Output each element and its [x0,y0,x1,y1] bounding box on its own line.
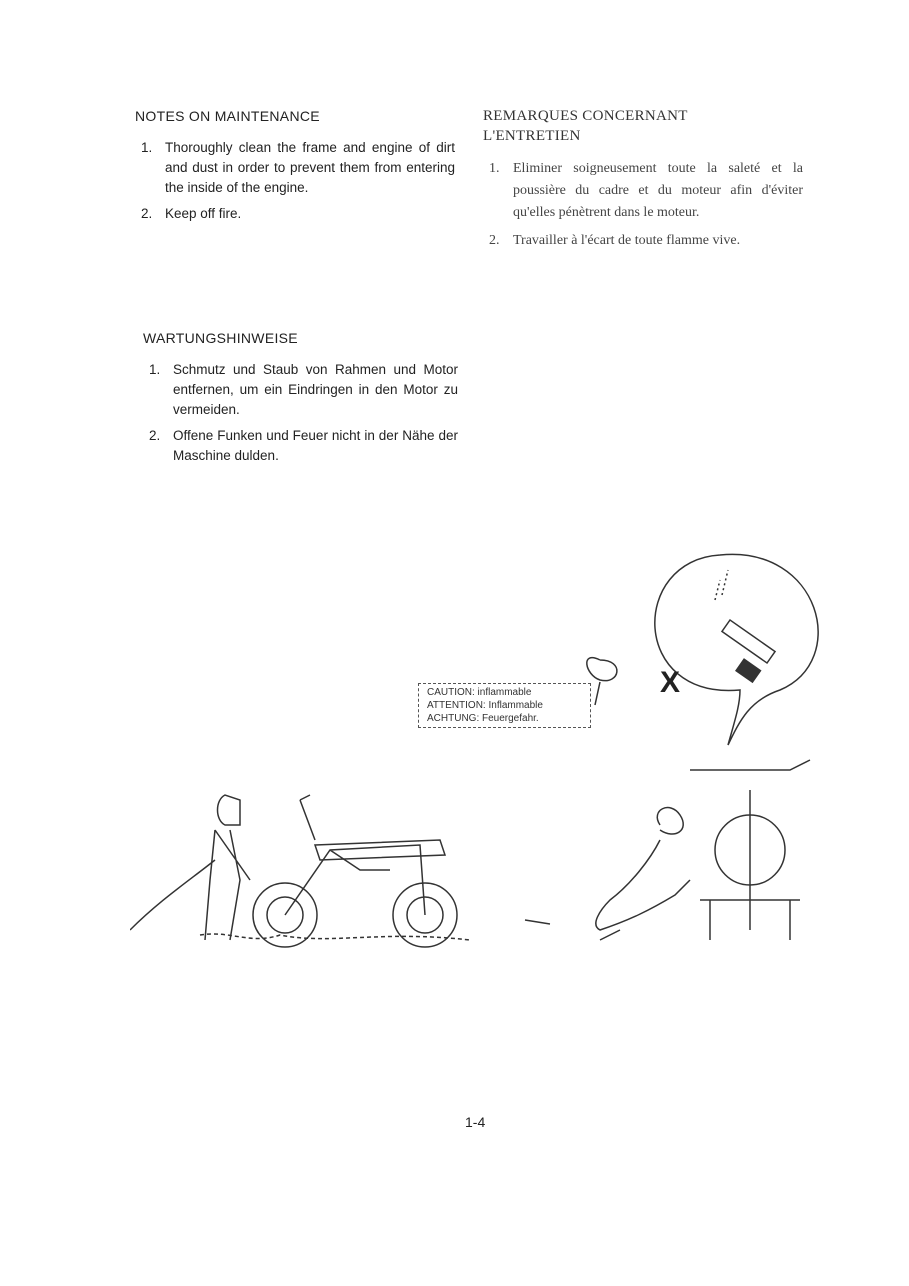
cigarette-icon [715,570,775,682]
list-item: 1. Thoroughly clean the frame and engine of dirt and dust in order to prevent them from entering the inside of the engine. [141,140,455,195]
list-item: 1. Schmutz und Staub von Rahmen und Motor entfernen, um ein Eindringen in den Motor zu vermeiden. [149,362,458,417]
no-smoking-x-icon: X [660,666,681,699]
french-heading-2: L'ENTRETIEN [483,128,581,144]
page-number: 1-4 [465,1114,486,1130]
german-section [143,330,458,472]
french-heading-1: REMARQUES CONCERNANT [483,108,688,124]
sign-figure [587,658,617,705]
thought-bubble [655,554,818,745]
english-section [135,108,455,230]
list-item: 2. Travailler à l'écart de toute flamme vive. [489,233,741,248]
english-heading: NOTES ON MAINTENANCE [135,108,320,124]
list-item: 2. Offene Funken und Feuer nicht in der Nähe der Maschine dulden. [149,428,458,463]
caution-sign: CAUTION: inflammable ATTENTION: Inflammable ACHTUNG: Feuergefahr. [418,683,591,728]
french-section [483,106,803,258]
repairing-motorcycle-drawing [525,760,810,940]
washing-motorcycle-drawing [130,795,470,947]
german-heading: WARTUNGSHINWEISE [143,330,298,346]
list-item: 1. Eliminer soigneusement toute la saleté et la poussière du cadre et du moteur afin d'éviter qu'elles pénètrent dans le moteur. [489,161,803,220]
maintenance-illustration [130,540,830,980]
list-item: 2. Keep off fire. [141,206,242,221]
